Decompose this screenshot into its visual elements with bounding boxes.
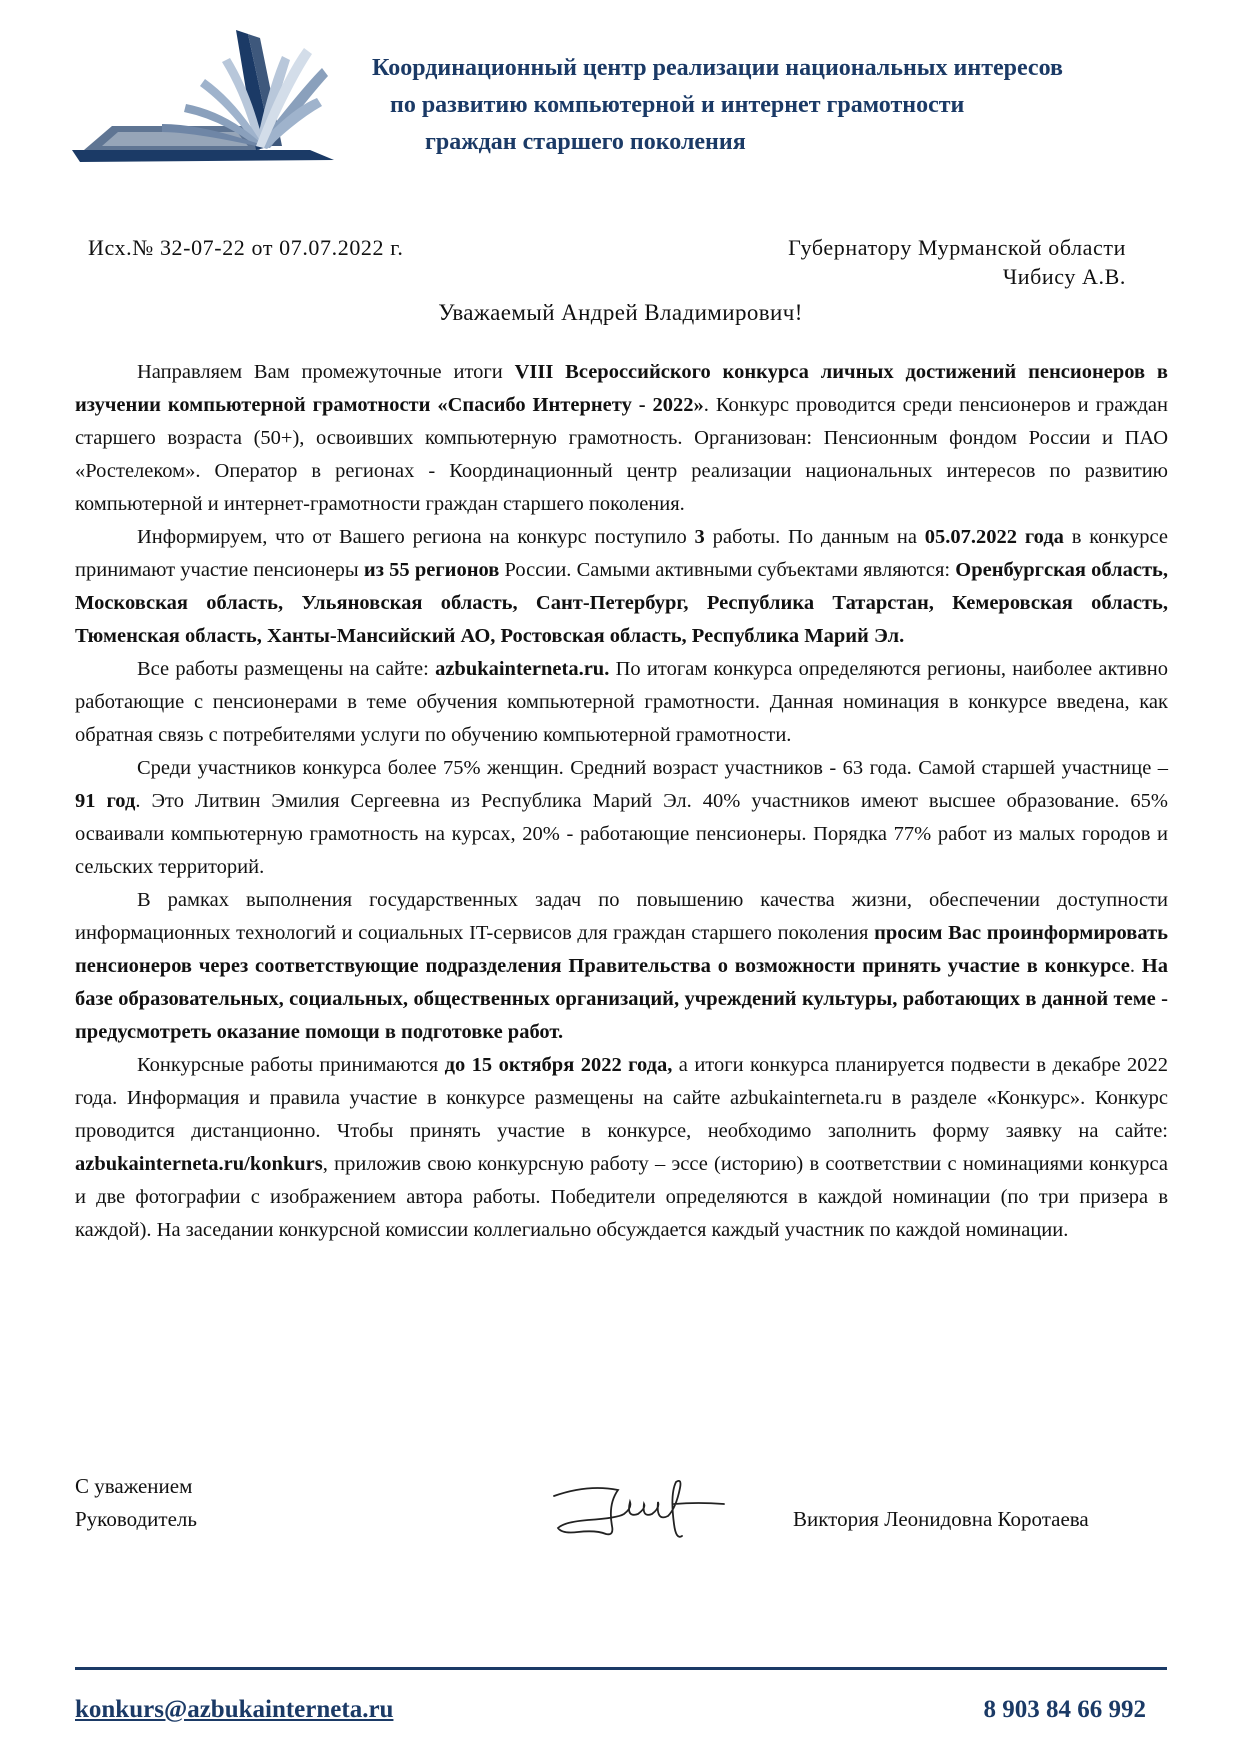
bold-text-run: VIII Всероссийского конкурса личных достижений пенсионеров в изучении компьютерной грамотности «Спасибо Интернету - 2022» (75, 361, 1168, 416)
bold-text-run: 3 (694, 526, 705, 548)
contact-email-link[interactable]: konkurs@azbukainterneta.ru (75, 1696, 394, 1723)
closing-regards: С уважением (75, 1474, 193, 1498)
text-run: в конкурсе принимают участие пенсионеры (75, 526, 1168, 581)
outgoing-reference: Исх.№ 32-07-22 от 07.07.2022 г. (88, 235, 404, 260)
text-run: . (1129, 955, 1142, 977)
text-run: Направляем Вам промежуточные итоги (137, 361, 515, 383)
org-title-line-3: граждан старшего поколения (425, 129, 746, 155)
bold-text-run: 05.07.2022 года (924, 526, 1064, 548)
text-run: . Это Литвин Эмилия Сергеевна из Республика Марий Эл. 40% участников имеют высшее образование. 65% осваивали компьютерную грамотность на курсах, 20% - работающие пенсионеры. Порядка 77% работ из малых городов и сельских территорий. (75, 790, 1168, 878)
bold-text-run: из 55 регионов (363, 559, 500, 581)
letter-body (75, 356, 1168, 1247)
laptop-book-icon (72, 28, 334, 176)
handwritten-signature (548, 1474, 730, 1544)
paragraph-5 (75, 884, 1168, 1049)
bold-text-run: azbukainterneta.ru. (435, 658, 610, 680)
paragraph-1 (75, 356, 1168, 521)
text-run: . Конкурс проводится среди пенсионеров и граждан старшего возраста (50+), освоивших компьютерную грамотность. Организован: Пенсионным фондом России и ПАО «Ростелеком». Оператор в регионах - Координационный центр реализации национальных интересов по развитию компьютерной и интернет-грамотности граждан старшего поколения. (75, 394, 1168, 515)
bold-text-run: просим Вас проинформировать пенсионеров через соответствующие подразделения Правительства о возможности принять участие в конкурсе (75, 922, 1168, 977)
text-run: а итоги конкурса планируется подвести в декабре 2022 года. Информация и правила участие в конкурсе размещены на сайте azbukainterneta.ru в разделе «Конкурс». Конкурс проводится дистанционно. Чтобы принять участие в конкурсе, необходимо заполнить форму заявку на сайте: (75, 1054, 1168, 1142)
paragraph-4 (75, 752, 1168, 884)
bold-text-run: azbukainterneta.ru/konkurs (75, 1153, 323, 1175)
org-title-line-1: Координационный центр реализации национальных интересов (372, 55, 1063, 81)
bold-text-run: до 15 октября 2022 года, (444, 1054, 673, 1076)
text-run: Все работы размещены на сайте: (137, 658, 436, 680)
bold-text-run: Оренбургская область, Московская область, Ульяновская область, Сант-Петербург, Республика Татарстан, Кемеровская область, Тюменская область, Ханты-Мансийский АО, Ростовская область, Республика Марий Эл. (75, 559, 1168, 647)
addressee-title: Губернатору Мурманской области (788, 235, 1126, 260)
text-run: По итогам конкурса определяются регионы, наиболее активно работающие с пенсионерами в теме обучения компьютерной грамотности. Данная номинация в конкурсе введена, как обратная связь с потребителями услуги по обучению компьютерной грамотности. (75, 658, 1169, 746)
bold-text-run: На базе образовательных, социальных, общественных организаций, учреждений культуры, работающих в данной теме - предусмотреть оказание помощи в подготовке работ. (75, 955, 1168, 1043)
paragraph-3 (75, 653, 1168, 752)
text-run: работы. По данным на (704, 526, 925, 548)
contact-phone: 8 903 84 66 992 (983, 1696, 1146, 1723)
text-run: , приложив свою конкурсную работу – эссе (историю) в соответствии с номинациями конкурса и две фотографии с изображением автора работы. Победители определяются в каждой номинации (по три призера в каждой). На заседании конкурсной комиссии коллегиально обсуждается каждый участник по каждой номинации. (75, 1153, 1168, 1241)
org-title-line-2: по развитию компьютерной и интернет грамотности (390, 92, 965, 118)
signer-position: Руководитель (75, 1507, 197, 1531)
signer-name: Виктория Леонидовна Коротаева (793, 1507, 1089, 1531)
addressee-name: Чибису А.В. (1002, 264, 1126, 289)
text-run: В рамках выполнения государственных задач по повышению качества жизни, обеспечении доступности информационных технологий и социальных IT-сервисов для граждан старшего поколения (75, 889, 1168, 944)
text-run: России. Самыми активными субъектами являются: (499, 559, 956, 581)
text-run: Информируем, что от Вашего региона на конкурс поступило (137, 526, 695, 548)
greeting: Уважаемый Андрей Владимирович! (438, 300, 803, 325)
paragraph-2 (75, 521, 1168, 653)
text-run: Среди участников конкурса более 75% женщин. Средний возраст участников - 63 года. Самой старшей участнице – (137, 757, 1168, 779)
text-run: Конкурсные работы принимаются (137, 1054, 445, 1076)
paragraph-6 (75, 1049, 1168, 1247)
footer-divider (75, 1667, 1167, 1670)
bold-text-run: 91 год (75, 790, 136, 812)
